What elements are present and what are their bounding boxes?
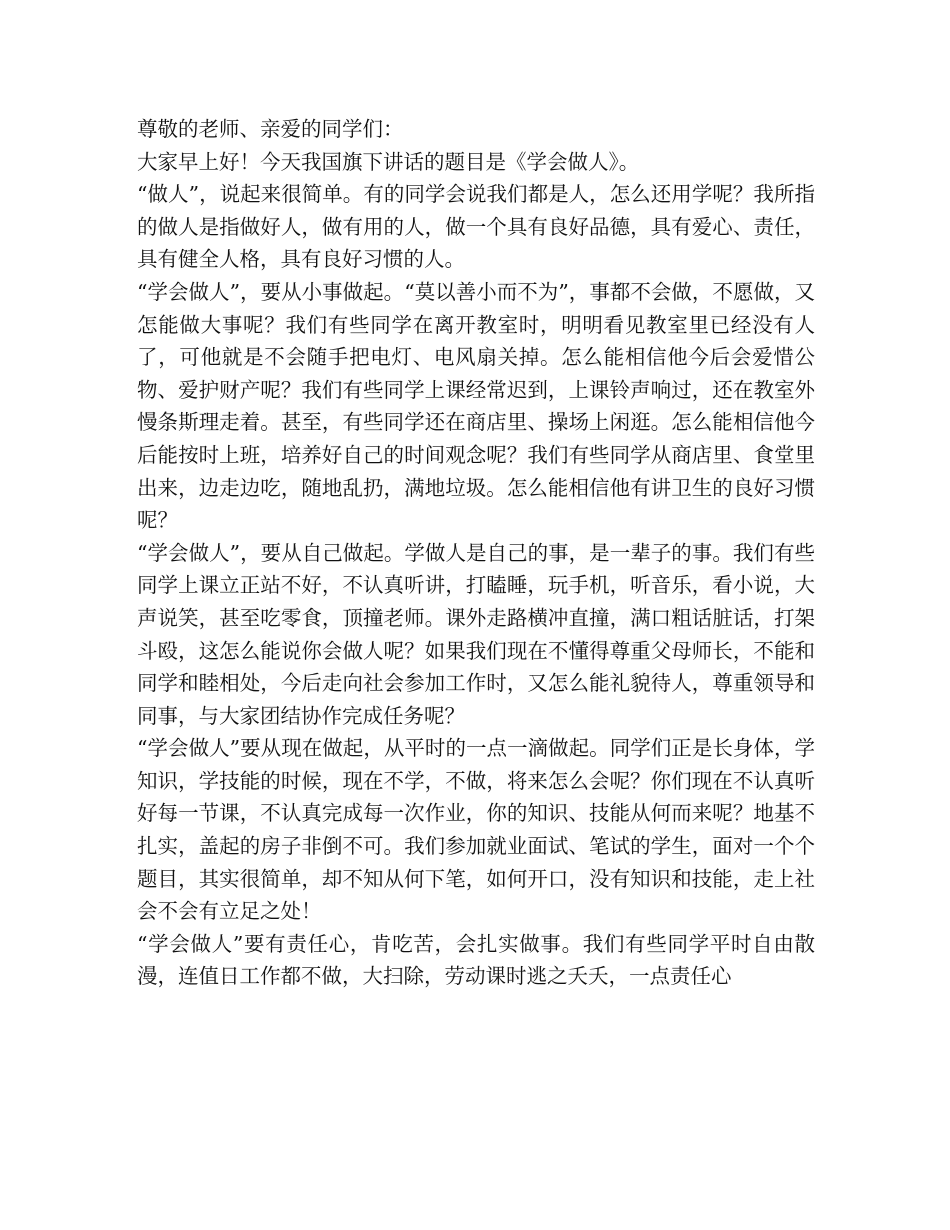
paragraph-oneself: “学会做人”，要从自己做起。学做人是自己的事，是一辈子的事。我们有些同学上课立正站不好，不认真听讲，打瞌睡，玩手机，听音乐，看小说，大声说笑，甚至吃零食，顶撞老师。课外走路横冲直撞，满口粗话脏话，打架斗殴，这怎么能说你会做人呢？如果我们现在不懂得尊重父母师长，不能和同学和睦相处，今后走向社会参加工作时，又怎么能礼貌待人，尊重领导和同事，与大家团结协作完成任务呢？ xyxy=(137,540,815,728)
paragraph-small-things: “学会做人”，要从小事做起。“莫以善小而不为”，事都不会做，不愿做，又怎能做大事呢？我们有些同学在离开教室时，明明看见教室里已经没有人了，可他就是不会随手把电灯、电风扇关掉。怎么能相信他今后会爱惜公物、爱护财产呢？我们有些同学上课经常迟到，上课铃声响过，还在教室外慢条斯理走着。甚至，有些同学还在商店里、操场上闲逛。怎么能相信他今后能按时上班，培养好自己的时间观念呢？我们有些同学从商店里、食堂里出来，边走边吃，随地乱扔，满地垃圾。怎么能相信他有讲卫生的良好习惯呢？ xyxy=(137,279,815,533)
paragraph-definition: “做人”，说起来很简单。有的同学会说我们都是人，怎么还用学呢？我所指的做人是指做好人，做有用的人，做一个具有良好品德，具有爱心、责任，具有健全人格，具有良好习惯的人。 xyxy=(137,182,815,272)
paragraph-opening: 大家早上好！今天我国旗下讲话的题目是《学会做人》。 xyxy=(137,149,640,174)
speech-body xyxy=(137,113,815,993)
greeting-line: 尊敬的老师、亲爱的同学们： xyxy=(137,117,404,141)
paragraph-now: “学会做人”要从现在做起，从平时的一点一滴做起。同学们正是长身体，学知识，学技能的时候，现在不学，不做，将来怎么会呢？你们现在不认真听好每一节课，不认真完成每一次作业，你的知识、技能从何而来呢？地基不扎实，盖起的房子非倒不可。我们参加就业面试、笔试的学生，面对一个个题目，其实很简单，却不知从何下笔，如何开口，没有知识和技能，走上社会不会有立足之处！ xyxy=(137,736,815,924)
paragraph-responsibility: “学会做人”要有责任心，肯吃苦，会扎实做事。我们有些同学平时自由散漫，连值日工作都不做，大扫除，劳动课时逃之夭夭，一点责任心 xyxy=(137,931,815,989)
